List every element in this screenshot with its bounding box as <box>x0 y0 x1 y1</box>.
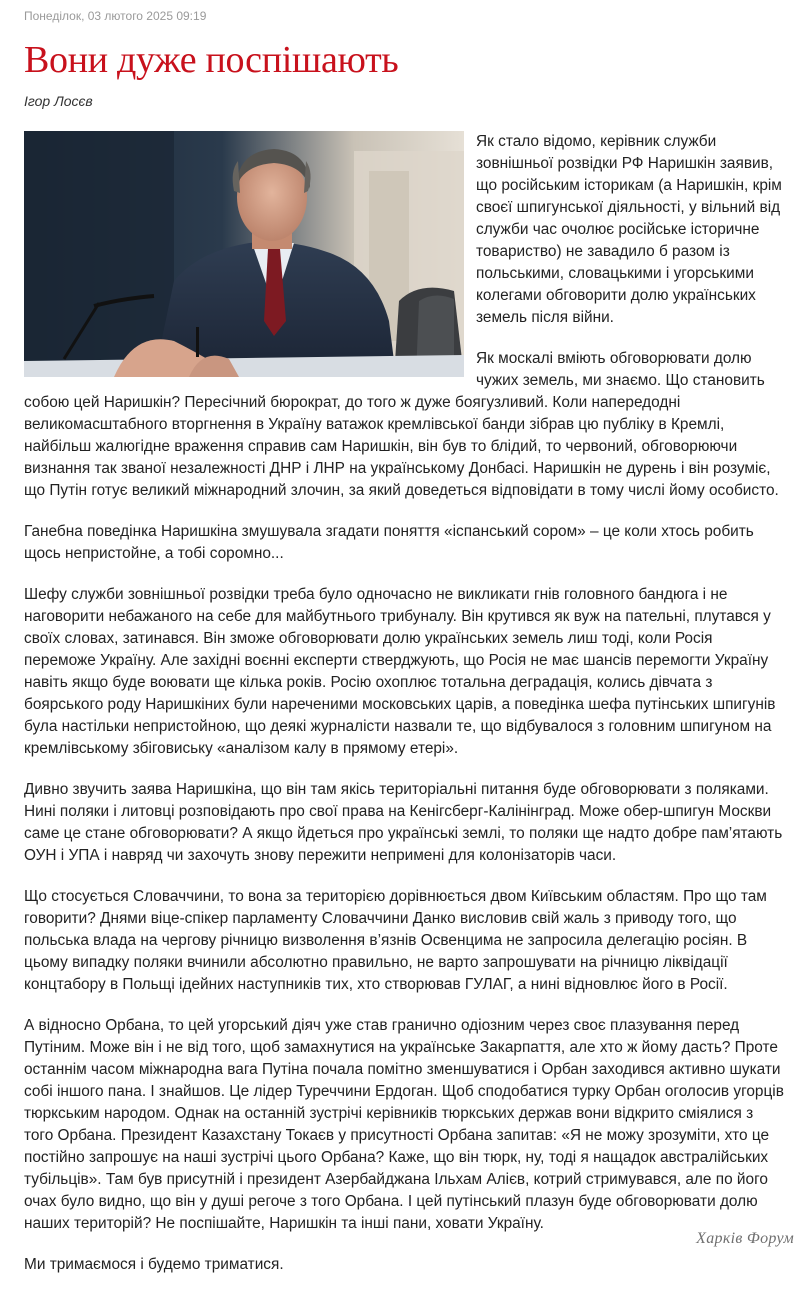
article <box>24 0 784 1295</box>
paragraph: Шефу служби зовнішньої розвідки треба було одночасно не викликати гнів головного бандюга і не наговорити небажаного на себе для майбутнього трибуналу. Він крутився як вуж на пательні, плутався у своїх словах, затинався. Він зможе обговорювати долю українських земель лиш тоді, коли Росія переможе Україну. Але західні воєнні експерти стверджують, що Росія не має шансів перемогти Україну навіть якщо буде воювати ще кілька років. Росію охоплює тотальна деградація, колись дівчата з боярського роду Наришкіних були нареченими московських царів, а поведінка шефа путінських шпигунів була настільки непристойною, що деякі журналісти назвали те, що відбувалося з головним шпигуном на кремлівському збіговиську «аналізом калу в прямому етері». <box>24 586 776 757</box>
paragraph: Як стало відомо, керівник служби зовнішньої розвідки РФ Наришкін заявив, що російським історикам (а Наришкін, крім своєї шпигунської діяльності, у вільний від служби час очолює російське історичне товариство) не завадило б разом із польськими, словацькими і угорськими колегами обговорити долю українських земель після війни. <box>476 133 782 326</box>
paragraph: Дивно звучить заява Наришкіна, що він там якісь територіальні питання буде обговорювати з поляками. Нині поляки і литовці розповідають про свої права на Кенігсберг-Калінінград. Може обер-шпигун Москви саме це стане обговорювати? А якщо йдеться про українські землі, то поляки ще надто добре пам’ятають ОУН і УПА і навряд чи захочуть знову пережити непримені для колонізаторів часи. <box>24 781 783 864</box>
paragraph: Ми тримаємося і будемо триматися. <box>24 1256 284 1273</box>
publication-date: Понеділок, 03 лютого 2025 09:19 <box>24 9 207 23</box>
paragraph: А відносно Орбана, то цей угорський діяч уже став гранично одіозним через своє плазування перед Путіним. Може він і не від того, щоб замахнутися на українське Закарпаття, але хто ж йому дасть? Проте останнім часом міжнародна вага Путіна почала помітно зменшуватися і Орбан заходився активно шукати собі іншого пана. І знайшов. Це лідер Туреччини Ердоган. Щоб сподобатися турку Орбан оголосив угорців тюркським народом. Однак на останній зустрічі керівників тюркських держав вони відкрито сміялися з того Орбана. Президент Казахстану Токаєв у присутності Орбана запитав: «Я не можу зрозуміти, хто це постійно запрошує на наші зустрічі цього Орбана? Каже, що він тюрк, ну, тоді я нащадок австралійських тубільців». Там був присутній і президент Азербайджана Ільхам Алієв, котрий стримувався, але по його очах було видно, що він у душі регоче з того Орбана. І цей путінський плазун буде обговорювати долю наших територій? Не поспішайте, Наришкін та інші пани, ховати Україну. <box>24 1017 784 1232</box>
article-title: Вони дуже поспішають <box>24 39 399 81</box>
paragraph: Що стосується Словаччини, то вона за територією дорівнюється двом Київським областям. Про що там говорити? Днями віце-спікер парламенту Словаччини Данко висловив свій жаль з приводу того, що польська влада на чергову річницю визволення в’язнів Освенцима не запросила делегацію росіян. В цьому випадку поляки вчинили абсолютно правильно, не варто запрошувати на річницю ліквідації концтабору в Польщі ідейних наступників тих, хто створював ГУЛАГ, а нині відновлює його в Росії. <box>24 888 767 993</box>
site-watermark: Харків Форум <box>696 1230 794 1247</box>
article-body <box>24 131 784 1276</box>
article-photo <box>24 131 464 377</box>
paragraph: Ганебна поведінка Наришкіна змушувала згадати поняття «іспанський сором» – це коли хтось робить щось непристойне, а тобі соромно... <box>24 523 754 562</box>
portrait-image <box>24 131 464 377</box>
article-author[interactable]: Ігор Лосєв <box>24 93 93 109</box>
paragraph: Як москалі вміють обговорювати долю чужих земель, ми знаємо. Що становить собою цей Наришкін? Пересічний бюрократ, до того ж дуже боягузливий. Коли напередодні великомасштабного вторгнення в Україну ватажок кремлівської банди зібрав цю публіку в Кремлі, найбільш жалюгідне враження справив сам Наришкін, він був то блідий, то червоний, обговорюючи визнання так званої незалежності ДНР і ЛНР на українському Донбасі. Наришкін не дурень і він розуміє, що Путін готує великий міжнародний злочин, за який доведеться відповідати в тому числі йому особисто. <box>24 350 779 499</box>
